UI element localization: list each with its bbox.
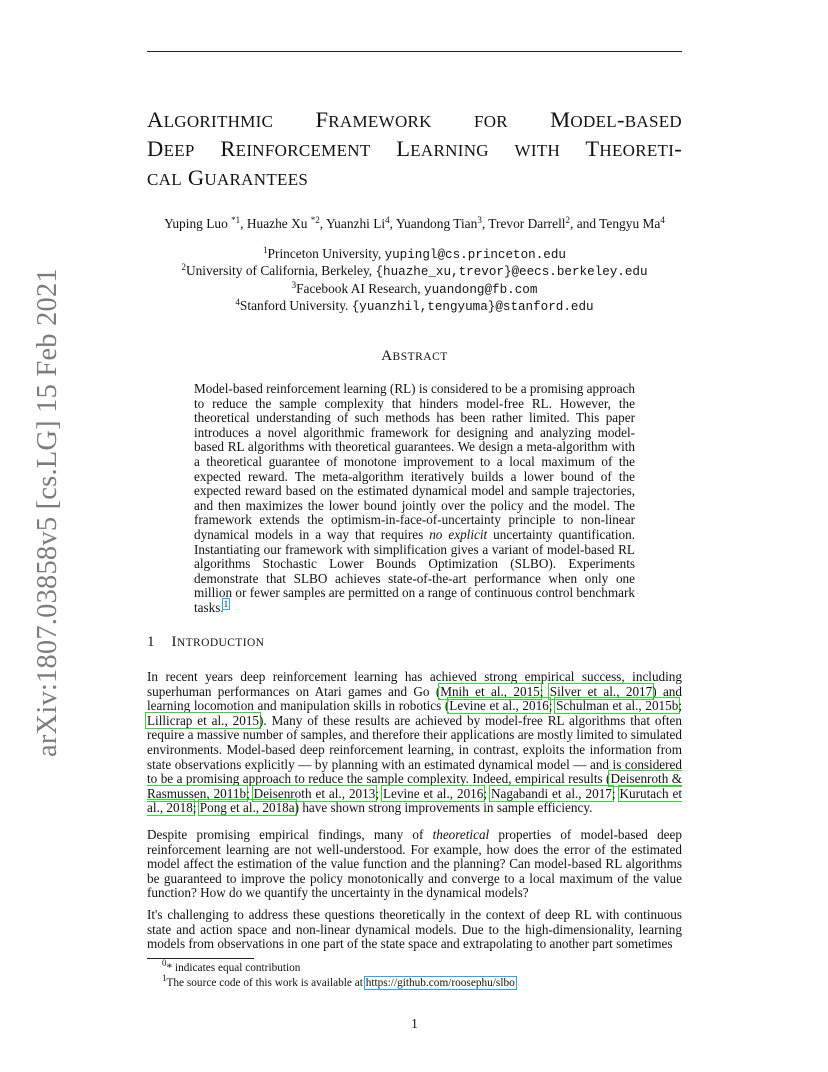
affil-mark: 4 xyxy=(235,296,240,307)
top-rule xyxy=(147,51,682,52)
citation-link[interactable]: Silver et al., 2017 xyxy=(549,683,653,699)
affil-email: {huazhe_xu,trevor}@eecs.berkeley.edu xyxy=(375,265,648,280)
author-name: Huazhe Xu xyxy=(246,216,308,231)
author-affil-mark: *2 xyxy=(310,215,320,225)
author-name: Trevor Darrell xyxy=(488,216,566,231)
author-affil-mark: *1 xyxy=(231,215,241,225)
author-affil-mark: 3 xyxy=(477,215,482,225)
page-number: 1 xyxy=(411,1016,418,1031)
affil-mark: 1 xyxy=(263,245,268,255)
intro-paragraph-2: Despite promising empirical findings, many of theoretical properties of model-based deep reinforcement learning are not well-understood. For example, how does the error of the estimated model affect the estimation of the value function and the planning? Can model-based RL algorithms be guaranteed to improve the policy monotonically and converge to a local maximum of the value function? How do we quantify the uncertainty in the dynamical models? xyxy=(147,827,682,901)
author-affil-mark: 4 xyxy=(660,215,665,225)
footnote-0: $^0$* indicates equal contribution xyxy=(162,958,301,974)
footnote-1: $^1$The source code of this work is available at https://github.com/roosephu/slbo xyxy=(162,973,515,989)
abstract-heading: ABSTRACT xyxy=(381,348,448,364)
affil-name: Stanford University. xyxy=(239,297,352,313)
author-name: Yuanzhi Li xyxy=(326,216,386,231)
citation-link[interactable]: Schulman et al., 2015b xyxy=(556,698,679,714)
author-affil-mark: 2 xyxy=(565,215,571,225)
affiliation-line xyxy=(147,281,682,298)
paper-title xyxy=(147,106,682,193)
affiliation-line xyxy=(147,263,682,280)
section-heading-introduction: 1 INTRODUCTION xyxy=(147,634,265,650)
author-list: Yuping Luo $^{*1}$, Huazhe Xu $^{*2}$, Yuanzhi Li$^4$, Yuandong Tian$^3$, Trevor Darrell$^2$, and Tengyu Ma$^4$ xyxy=(164,215,665,231)
author-name: Tengyu Ma xyxy=(599,216,661,231)
arxiv-identifier: arXiv:1807.03858v5 [cs.LG] 15 Feb 2021 xyxy=(32,268,63,757)
abstract-body: Model-based reinforcement learning (RL) is considered to be a promising approach to reduce the sample complexity that hinders model-free RL. However, the theoretical understanding of such methods has been rather limited. This paper introduces a novel algorithmic framework for designing and analyzing model-based RL algorithms with theoretical guarantees. We design a meta-algorithm with a theoretical guarantee of monotone improvement to a local maximum of the expected reward. The meta-algorithm iteratively builds a lower bound of the expected reward based on the estimated dynamical model and sample trajectories, and then maximizes the lower bound jointly over the policy and the model. The framework extends the optimism-in-face-of-uncertainty principle to non-linear dynamical models in a way that requires no explicit uncertainty quantification. Instantiating our framework with simplification gives a variant of model-based RL algorithms Stochastic Lower Bounds Optimization (SLBO). Experiments demonstrate that SLBO achieves state-of-the-art performance when only one million or fewer samples are permitted on a range of continuous control benchmark tasks.$^1$ xyxy=(194,381,635,615)
citation-link[interactable]: Levine et al., 2016 xyxy=(382,785,484,801)
title-line-1: ALGORITHMIC FRAMEWORK FOR MODEL-BASED xyxy=(147,107,682,132)
citation-link[interactable]: Mnih et al., 2015 xyxy=(440,683,540,699)
intro-paragraph-1: In recent years deep reinforcement learning has achieved strong empirical success, including superhuman performances on Atari games and Go (Mnih et al., 2015; Silver et al., 2017) and learning locomotion and manipulation skills in robotics (Levine et al., 2016; Schulman et al., 2015b; Lillicrap et al., 2015). Many of these results are achieved by model-free RL algorithms that often require a massive number of samples, and therefore their applications are mostly limited to simulated environments. Model-based deep reinforcement learning, in contrast, exploits the information from state observations explicitly — by planning with an estimated dynamical model — and is considered to be a promising approach to reduce the sample complexity. Indeed, empirical results (Deisenroth & Rasmussen, 2011b; Deisenroth et al., 2013; Levine et al., 2016; Nagabandi et al., 2017; Kurutach et al., 2018; Pong et al., 2018a) have shown strong improvements in sample efficiency. xyxy=(147,669,683,816)
author-name: Yuandong Tian xyxy=(395,216,478,231)
affil-email: yupingl@cs.princeton.edu xyxy=(384,248,566,262)
affil-name: Princeton University, xyxy=(267,246,385,261)
citation-link[interactable]: Deisenroth & Rasmussen, 2011b xyxy=(147,771,682,801)
affil-email: {yuanzhil,tengyuma}@stanford.edu xyxy=(351,299,594,314)
affil-name: University of California, Berkeley, xyxy=(185,263,376,279)
intro-paragraph-3: It's challenging to address these questions theoretically in the context of deep RL with continuous state and action space and non-linear dynamical models. Due to the high-dimensionality, learning models from observations in one part of the state space and extrapolating to another part sometimes xyxy=(147,907,682,952)
author-affil-mark: 4 xyxy=(385,215,390,225)
citation-link[interactable]: Kurutach et al., 2018 xyxy=(147,785,683,816)
affiliations xyxy=(147,246,682,315)
footnote-link[interactable]: 1 xyxy=(223,598,229,609)
title-line-3: CAL GUARANTEES xyxy=(147,165,309,190)
affil-mark: 3 xyxy=(291,279,297,290)
affil-name: Facebook AI Research, xyxy=(296,280,425,296)
affil-mark: 2 xyxy=(181,262,186,273)
affiliation-line xyxy=(147,246,682,263)
title-line-2: DEEP REINFORCEMENT LEARNING WITH THEORETI- xyxy=(147,136,682,161)
source-code-link[interactable]: https://github.com/roosephu/slbo xyxy=(365,977,515,989)
author-name: Yuping Luo xyxy=(164,216,228,231)
citation-link[interactable]: Levine et al., 2016 xyxy=(449,698,549,714)
citation-link[interactable]: Nagabandi et al., 2017 xyxy=(490,785,612,801)
citation-link[interactable]: Lillicrap et al., 2015 xyxy=(147,712,260,728)
citation-link[interactable]: Deisenroth et al., 2013 xyxy=(253,785,376,801)
citation-link[interactable]: Pong et al., 2018a xyxy=(199,800,295,816)
affil-email: yuandong@fb.com xyxy=(424,282,538,297)
affiliation-line xyxy=(147,298,682,315)
